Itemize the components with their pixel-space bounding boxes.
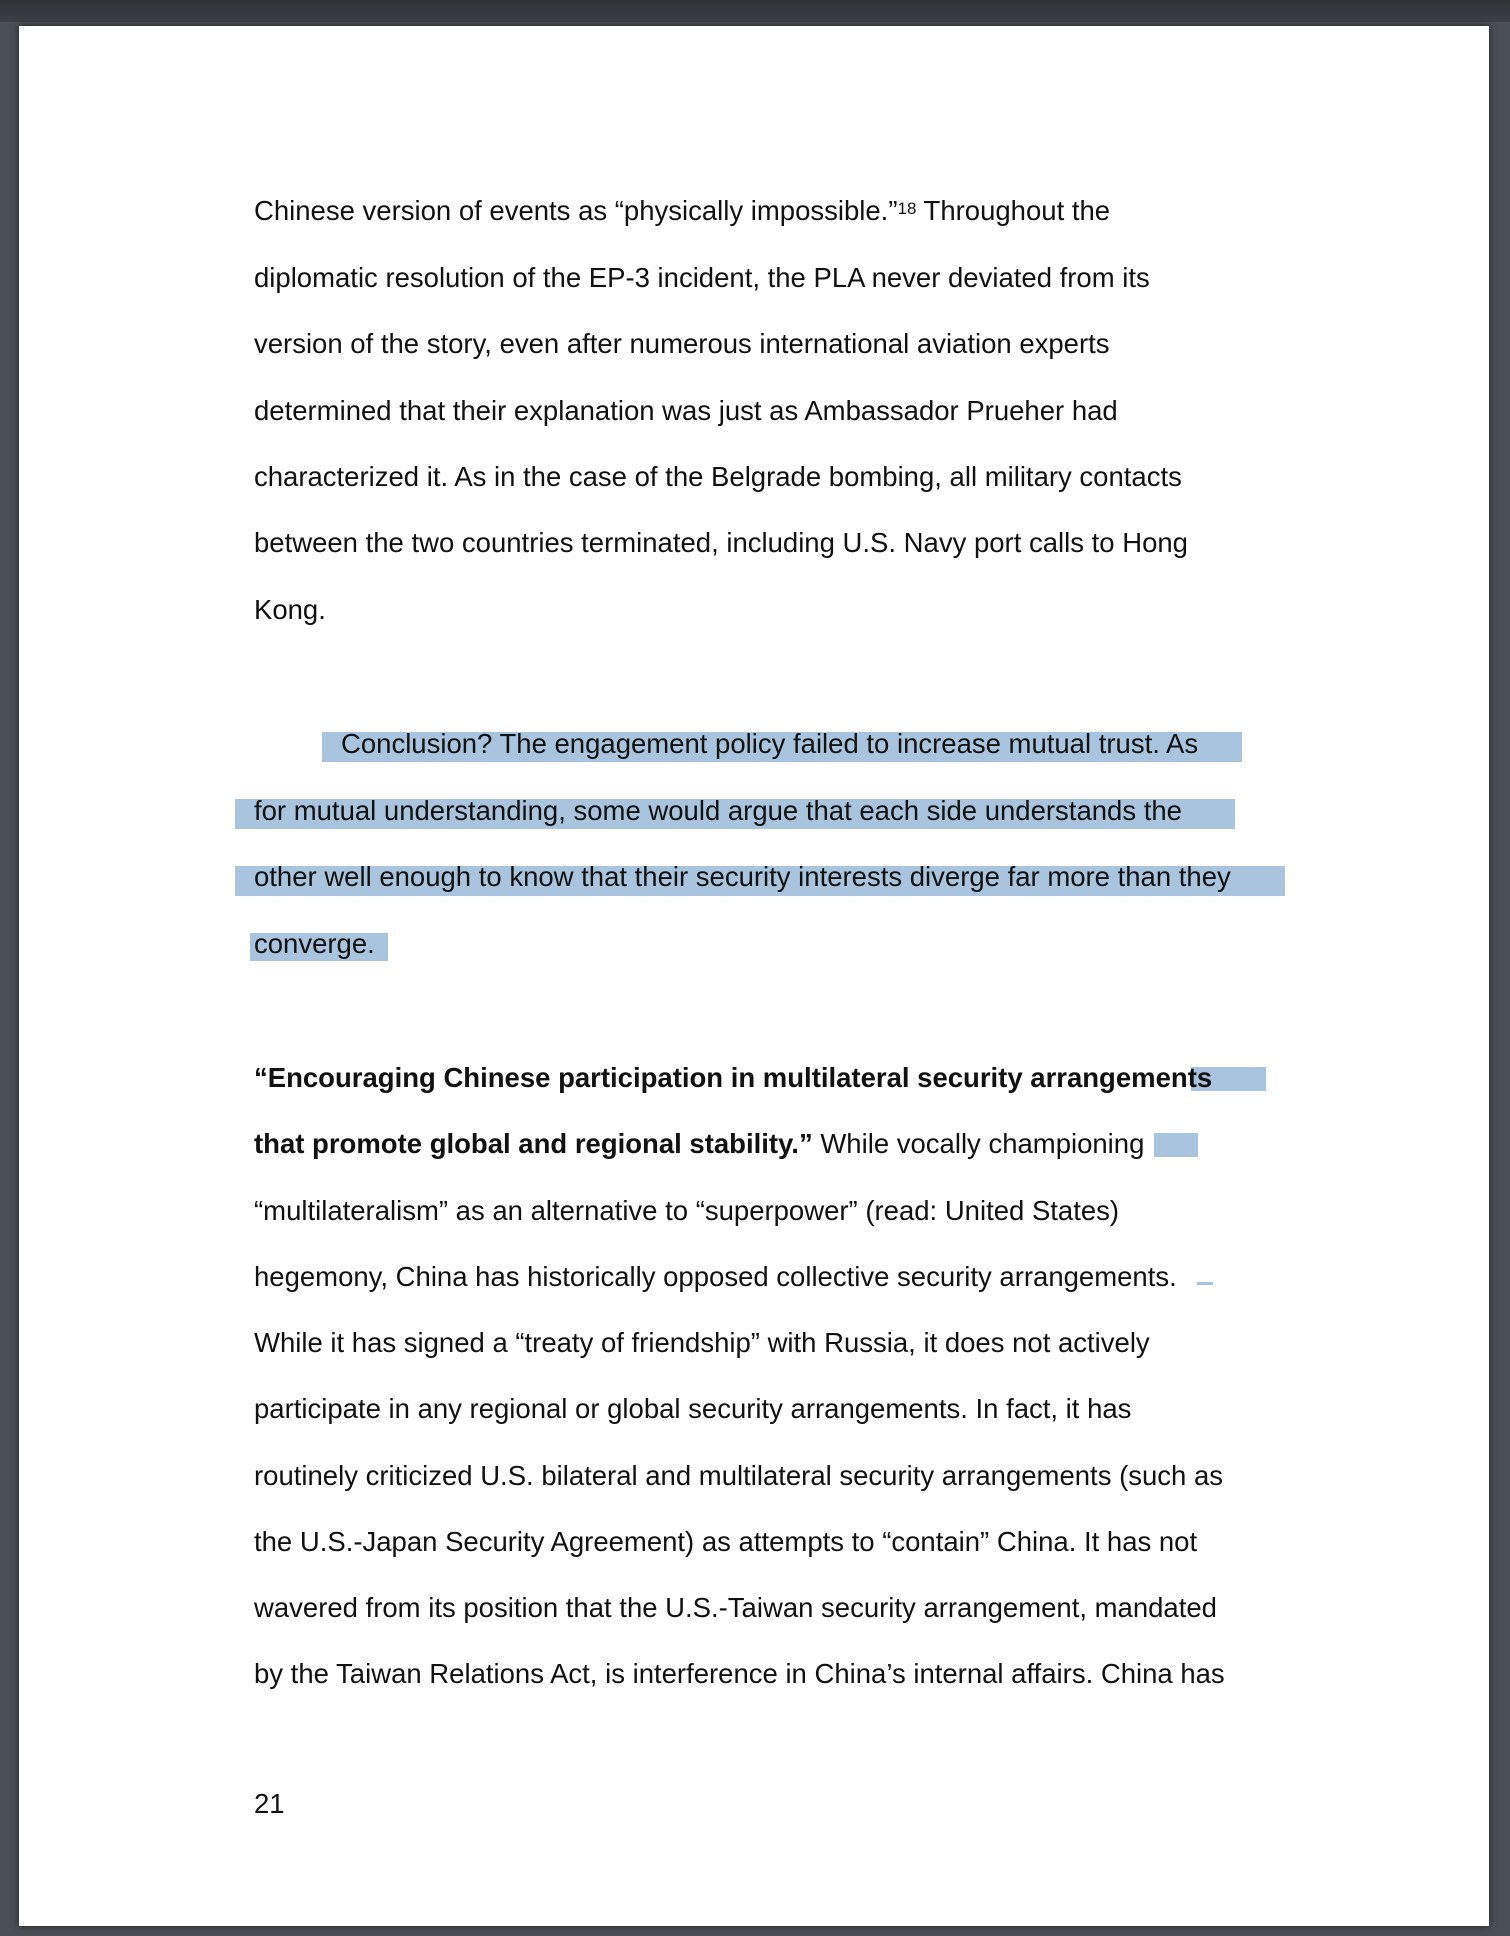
selection-highlight (1197, 1282, 1213, 1285)
text-run: Throughout the (916, 195, 1111, 226)
paragraph-1-line-4: determined that their explanation was just as Ambassador Prueher had (254, 395, 1118, 426)
paragraph-1-line-7: Kong. (254, 594, 326, 625)
paragraph-3-line-10: by the Taiwan Relations Act, is interference in China’s internal affairs. China has (254, 1658, 1225, 1689)
paragraph-2-line-4[interactable]: converge. (254, 928, 375, 959)
paragraph-3-heading-line-1: “Encouraging Chinese participation in multilateral security arrangements (254, 1062, 1213, 1093)
paragraph-3-line-4: hegemony, China has historically opposed collective security arrangements. (254, 1261, 1177, 1292)
paragraph-3-line-5: While it has signed a “treaty of friendship” with Russia, it does not actively (254, 1327, 1150, 1358)
paragraph-3-line-9: wavered from its position that the U.S.-Taiwan security arrangement, mandated (254, 1592, 1217, 1623)
paragraph-1-line-2: diplomatic resolution of the EP-3 incident, the PLA never deviated from its (254, 262, 1150, 293)
paragraph-2-line-3[interactable]: other well enough to know that their security interests diverge far more than they (254, 861, 1231, 892)
window-top-bar (0, 0, 1510, 22)
paragraph-3-line-7: routinely criticized U.S. bilateral and multilateral security arrangements (such as (254, 1460, 1224, 1491)
paragraph-3-line-2 (254, 1127, 1144, 1161)
footnote-marker[interactable]: 18 (897, 199, 917, 218)
paragraph-3-line-6: participate in any regional or global security arrangements. In fact, it has (254, 1393, 1132, 1424)
document-page[interactable] (19, 26, 1489, 1926)
text-run: While vocally championing (812, 1128, 1145, 1159)
paragraph-2-line-1[interactable]: Conclusion? The engagement policy failed to increase mutual trust. As (341, 728, 1199, 759)
page-number: 21 (254, 1788, 285, 1819)
paragraph-1-line-1 (254, 194, 1110, 232)
paragraph-3-line-3: “multilateralism” as an alternative to “superpower” (read: United States) (254, 1195, 1120, 1226)
paragraph-2-line-2[interactable]: for mutual understanding, some would argue that each side understands the (254, 795, 1182, 826)
paragraph-3-heading-line-2: that promote global and regional stability.” (254, 1128, 813, 1159)
selection-highlight (1154, 1133, 1198, 1157)
paragraph-3-line-8: the U.S.-Japan Security Agreement) as attempts to “contain” China. It has not (254, 1526, 1198, 1557)
paragraph-1-line-6: between the two countries terminated, including U.S. Navy port calls to Hong (254, 527, 1188, 558)
paragraph-1-line-3: version of the story, even after numerous international aviation experts (254, 328, 1110, 359)
text-run: Chinese version of events as “physically impossible.” (254, 195, 898, 226)
paragraph-1-line-5: characterized it. As in the case of the Belgrade bombing, all military contacts (254, 461, 1182, 492)
